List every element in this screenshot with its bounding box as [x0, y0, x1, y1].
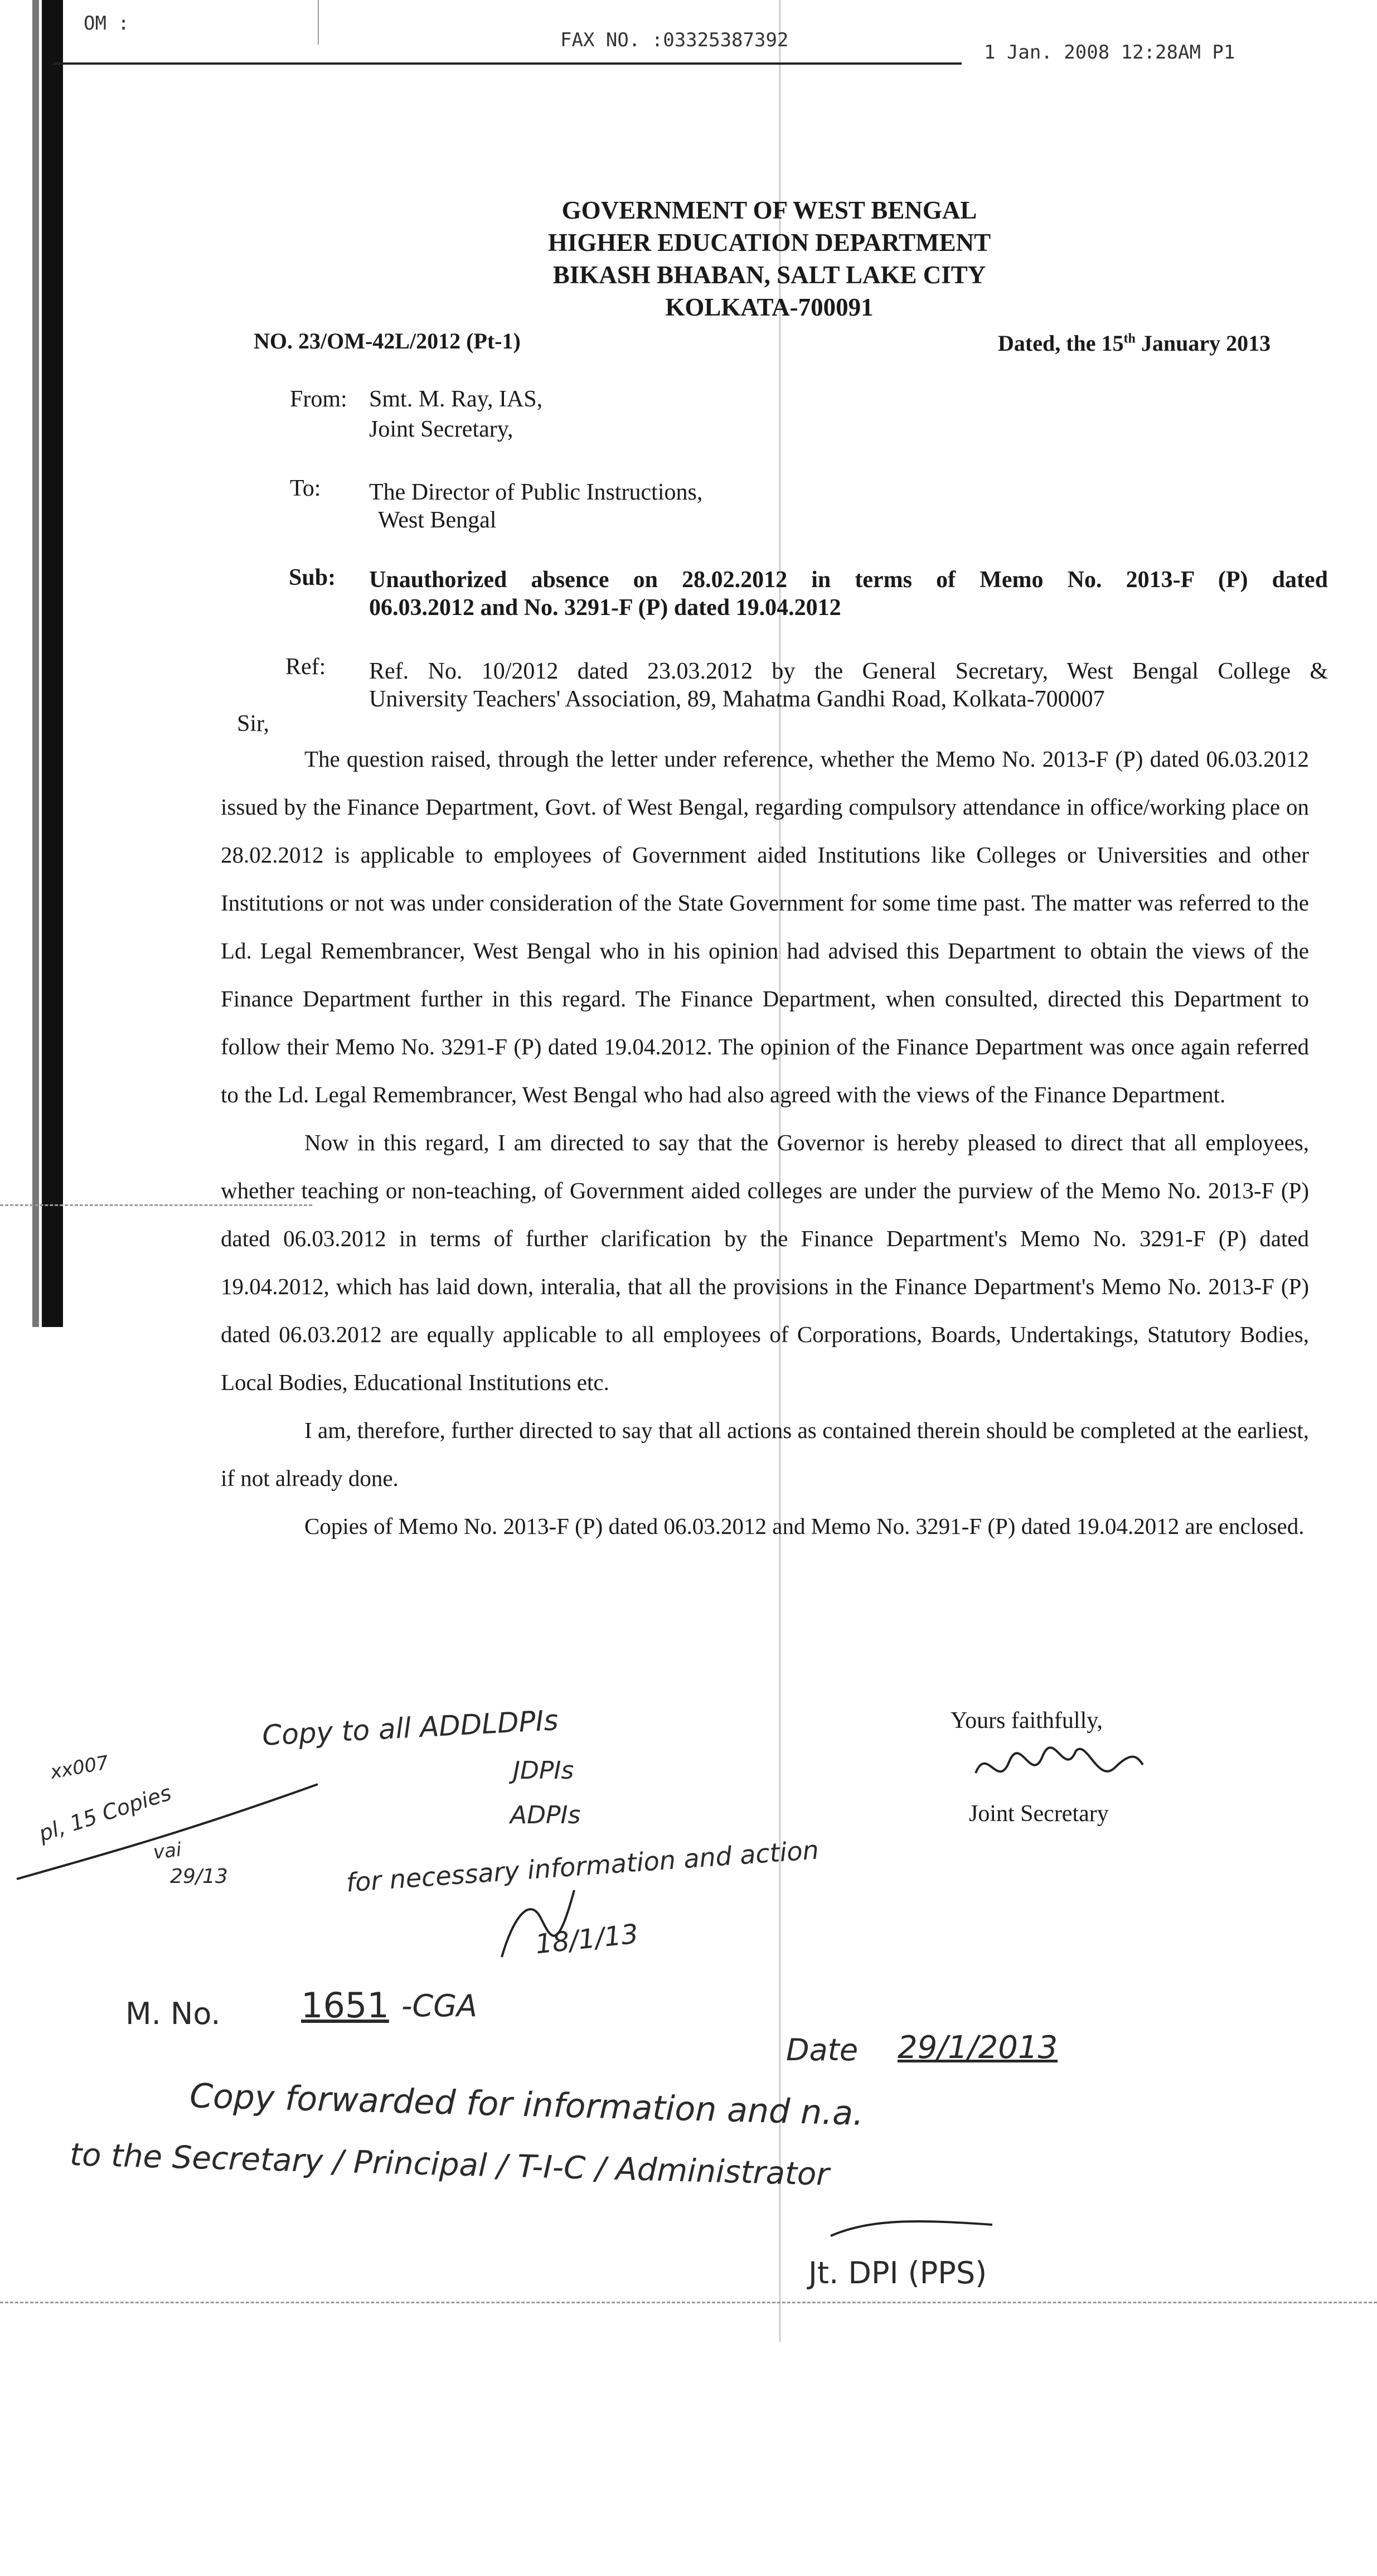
letterhead-government: GOVERNMENT OF WEST BENGAL [561, 196, 977, 224]
margin-note-2: pl, 15 Copies [36, 1780, 174, 1847]
initial-signature [491, 1885, 591, 1963]
letterhead-address: BIKASH BHABAN, SALT LAKE CITY [552, 261, 986, 289]
copy-to-line-1: Copy to all ADDLDPIs [261, 1704, 559, 1752]
margin-note-1: xx007 [49, 1751, 110, 1784]
letter-body [221, 735, 1309, 1550]
subject-line-1: Unauthorized absence on 28.02.2012 in terms of Memo No. 2013-F (P) dated [369, 567, 1328, 593]
fax-header-timestamp: 1 Jan. 2008 12:28AM P1 [984, 41, 1235, 64]
reference-line-1: Ref. No. 10/2012 dated 23.03.2012 by the General Secretary, West Bengal College & [369, 658, 1328, 684]
fax-header-rule [53, 62, 962, 65]
to-line-2: West Bengal [378, 507, 497, 533]
scan-edge-shadow [32, 0, 39, 1327]
reference-line-2: University Teachers' Association, 89, Mahatma Gandhi Road, Kolkata-700007 [369, 686, 1105, 712]
memo-no-label: M. No. [125, 1996, 221, 2031]
paragraph-1: The question raised, through the letter under reference, whether the Memo No. 2013-F (P) dated 06.03.2012 issued by the Finance Department, Govt. of West Bengal, regarding compulsory attendance in office/working place on 28.02.2012 is applicable to employees of Government aided Institutions like Colleges or Universities and other Institutions or not was under consideration of the State Government for some time past. The matter was referred to the Ld. Legal Remembrancer, West Bengal who in his opinion had advised this Department to obtain the views of the Finance Department further in this regard. The Finance Department, when consulted, directed this Department to follow their Memo No. 3291-F (P) dated 19.04.2012. The opinion of the Finance Department was once again referred to the Ld. Legal Remembrancer, West Bengal who had also agreed with the views of the Finance Department. [221, 746, 1309, 1107]
letterhead-department: HIGHER EDUCATION DEPARTMENT [547, 229, 991, 256]
forward-signatory: Jt. DPI (PPS) [808, 2255, 987, 2291]
fold-crease-top [318, 0, 319, 45]
margin-note-3: vai [152, 1838, 183, 1864]
memo-no-value: 1651 [301, 1985, 389, 2026]
fax-header-left: OM : [84, 12, 129, 35]
copy-to-line-2: JDPIs [513, 1756, 574, 1785]
salutation: Sir, [237, 711, 269, 737]
fax-header-number: FAX NO. :03325387392 [560, 29, 789, 51]
valediction: Yours faithfully, [951, 1708, 1103, 1734]
scan-edge-bar [42, 0, 63, 1327]
date-label: Date [786, 2032, 859, 2067]
forward-line-2: to the Secretary / Principal / T-I-C / Administrator [69, 2137, 830, 2193]
from-name: Smt. M. Ray, IAS, [369, 386, 543, 412]
date-value: 29/1/2013 [898, 2030, 1058, 2066]
from-label: From: [290, 386, 347, 412]
copy-to-line-3: ADPIs [510, 1801, 581, 1829]
margin-note-4: 29/13 [170, 1865, 228, 1888]
margin-stroke [11, 1773, 323, 1885]
to-line-1: The Director of Public Instructions, [369, 480, 703, 505]
closing-designation: Joint Secretary [969, 1801, 1109, 1827]
signature [970, 1734, 1148, 1795]
paragraph-3: I am, therefore, further directed to say that all actions as contained therein should be completed at the earliest, if not already done. [221, 1417, 1309, 1491]
reference-label: Ref: [285, 654, 326, 680]
from-designation: Joint Secretary, [369, 417, 513, 442]
paragraph-2: Now in this regard, I am directed to say that the Governor is hereby pleased to direct that all employees, whether teaching or non-teaching, of Government aided colleges are under the purview of the Memo No. 2013-F (P) dated 06.03.2012 in terms of further clarification by the Finance Department's Memo No. 3291-F (P) dated 19.04.2012, which has laid down, interalia, that all the provisions in the Finance Department's Memo No. 2013-F (P) dated 06.03.2012 are equally applicable to all employees of Corporations, Boards, Undertakings, Statutory Bodies, Local Bodies, Educational Institutions etc. [221, 1130, 1309, 1395]
subject-label: Sub: [289, 565, 336, 590]
copy-to-line-4: for necessary information and action [345, 1834, 820, 1898]
to-label: To: [290, 476, 321, 501]
scan-dash-line-bottom [0, 2302, 1377, 2303]
memo-date: Dated, the 15th January 2013 [998, 331, 1271, 356]
paragraph-4: Copies of Memo No. 2013-F (P) dated 06.03.2012 and Memo No. 3291-F (P) dated 19.04.2012 are enclosed. [304, 1513, 1305, 1539]
forward-line-1: Copy forwarded for information and n.a. [189, 2076, 865, 2133]
subject-line-2: 06.03.2012 and No. 3291-F (P) dated 19.04.2012 [369, 595, 841, 621]
signatory-flourish [825, 2208, 1003, 2247]
memo-number: NO. 23/OM-42L/2012 (Pt-1) [254, 328, 521, 354]
memo-no-suffix: -CGA [401, 1988, 477, 2023]
initial-date: 18/1/13 [534, 1918, 640, 1960]
letterhead-city: KOLKATA-700091 [665, 293, 874, 321]
